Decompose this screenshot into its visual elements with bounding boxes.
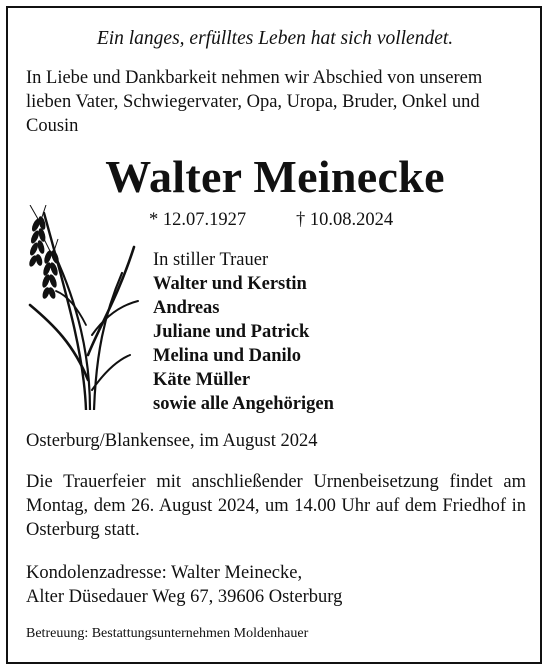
birth-date: * 12.07.1927 [149,210,247,230]
mourner-name: Walter und Kerstin [153,274,307,294]
mourning-lead: In stiller Trauer [153,250,269,270]
mourner-name: Andreas [153,298,220,318]
mourners-block [153,248,334,416]
address-line-2: Alter Düsedauer Weg 67, 39606 Osterburg [26,587,343,607]
condolence-address [26,561,342,609]
motto-text: Ein langes, erfülltes Leben hat sich vollendet. [96,28,454,49]
death-date: † 10.08.2024 [296,210,394,230]
mourner-name: sowie alle Angehörigen [153,394,334,414]
deceased-name: Walter Meinecke [105,151,445,202]
mourner-name: Käte Müller [153,370,251,390]
address-line-1: Kondolenzadresse: Walter Meinecke, [26,563,303,583]
undertaker-credit: Betreuung: Bestattungsunternehmen Moldenhauer [26,626,309,641]
wheat-icon [26,205,140,410]
service-text: Die Trauerfeier mit anschließender Urnenbeisetzung findet am Montag, dem 26. August 2024, um 14.00 Uhr auf dem Friedhof in Osterburg statt. [26,472,526,540]
mourner-name: Melina und Danilo [153,346,302,366]
intro-text: In Liebe und Dankbarkeit nehmen wir Abschied von unserem lieben Vater, Schwiegervater, Opa, Uropa, Bruder, Onkel und Cousin [26,68,483,136]
mourner-name: Juliane und Patrick [153,322,310,342]
place-date: Osterburg/Blankensee, im August 2024 [26,431,318,451]
